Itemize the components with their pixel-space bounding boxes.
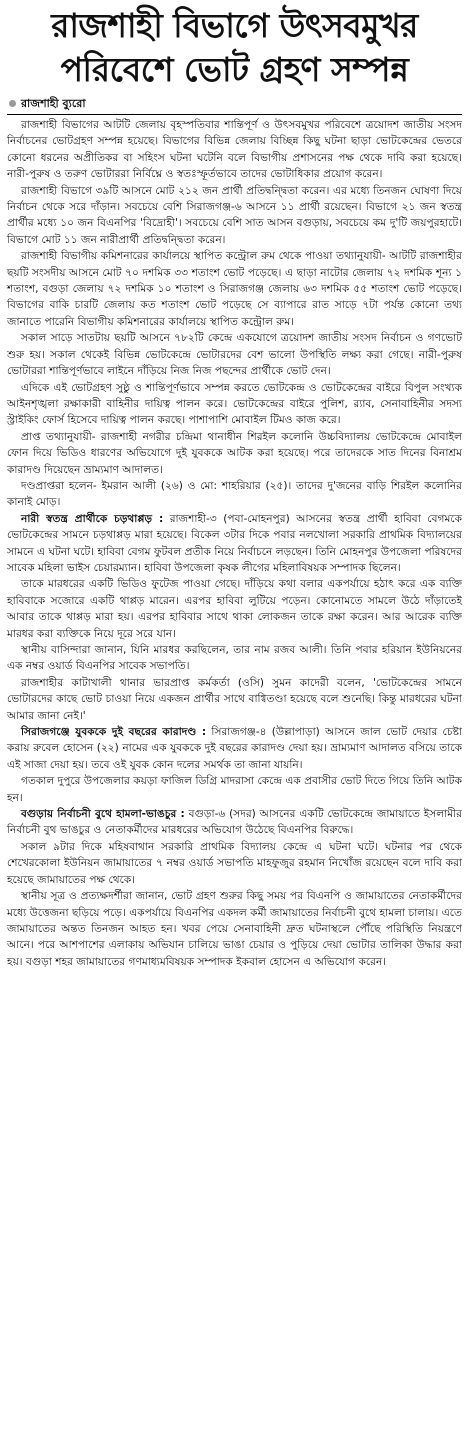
section-text: সিরাজগঞ্জ-৪ (উল্লাপাড়া) আসনে জাল ভোট দেয়ার চেষ্টা করায় রুবেল হোসেন (২২) নামের এক যুবককে দুই বছরের কারাদণ্ড দেয়া হয়। ভ্রাম্যমাণ আদালত বসিয়ে তাকে এই সাজা দেয়া হয়। তবে ওই যুবক কোন দলের সমর্থক তা জানা যায়নি। [7, 726, 462, 771]
byline [9, 96, 462, 111]
subheading-female-candidate-slapped: নারী স্বতন্ত্র প্রার্থীকে চড়থাপ্পড় : [21, 512, 164, 525]
headline [7, 4, 462, 92]
paragraph: সকাল সাড়ে সাতটায় ছয়টি আসনে ৭৮২টি কেন্দ্রে একযোগে ত্রয়োদশ জাতীয় সংসদ নির্বাচন ও গণভোট শুরু হয়। সকাল থেকেই বিভিন্ন ভোটকেন্দ্রে ভোটারদের বেশ ভালো উপস্থিতি লক্ষ্য করা গেছে। নারী-পুরুষ ভোটাররা শান্তিপূর্ণভাবে লাইনে দাঁড়িয়ে নিজ নিজ পছন্দের প্রার্থীকে ভোট দেন। [7, 332, 462, 378]
paragraph: স্থানীয় সূত্র ও প্রত্যক্ষদর্শীরা জানান, ভোট গ্রহণ শুরুর কিছু সময় পর বিএনপি ও জামায়াতের নেতাকর্মীদের মধ্যে উত্তেজনা ছড়িয়ে পড়ে। একপর্যায়ে বিএনপির একদল কর্মী জামায়াতের নির্বাচনী বুথে হামলা চালায়। এতে জামায়াতের অন্তত তিনজন আহত হন। খবর পেয়ে সেনাবাহিনী দ্রুত ঘটনাস্থলে পৌঁছে পরিস্থিতি নিয়ন্ত্রণে আনে। পরে আশপাশের এলাকায় অভিযান চালিয়ে ভাঙা চেয়ার ও পুড়িয়ে দেয়া ভোটার তালিকা উদ্ধার করা হয়। বগুড়া শহর জামায়াতের গণমাধ্যমবিষয়ক সম্পাদক ইকবাল হোসেন এ অভিযোগ করেন। [7, 890, 462, 968]
paragraph: রাজশাহীর কাটাখালী থানার ভারপ্রাপ্ত কর্মকর্তা (ওসি) সুমন কাদেরী বলেন, 'ভোটকেন্দ্রের সামনে ভোটারদের কাছে ভোট চাওয়া নিয়ে একজন প্রার্থীর সাথে বাগ্বিতণ্ডা হয়েছে বলে শুনেছি। কিন্তু মারধরের ঘটনা আমার জানা নেই।' [7, 676, 462, 722]
paragraph: দণ্ডপ্রাপ্তরা হলেন- ইমরান আলী (২৬) ও মো: শাহরিয়ার (২৫)। তাদের দু'জনের বাড়ি শিরইল কলোনির কানাই মোড়। [7, 479, 462, 509]
bullet-icon [9, 100, 16, 107]
section-paragraph [7, 724, 462, 773]
paragraph: তাকে মারধরের একটি ভিডিও ফুটেজ পাওয়া গেছে। দাঁড়িয়ে কথা বলার একপর্যায়ে হঠাৎ করে এক ব্যক্তি হাবিবাকে সজোরে একটি থাপ্পড় মারেন। এরপর হাবিবা লুটিয়ে পড়েন। কোনোমতে সামলে উঠে দাঁড়াতেই আবার তাকে থাপ্পড় মারা হয়। এরপর হাবিবার সাথে থাকা লোকজন তাকে রক্ষা করেন। আর আরেক ব্যক্তি মারধর করা ব্যক্তিকে নিয়ে দূরে সরে যান। [7, 578, 462, 640]
paragraph: রাজশাহী বিভাগীয় কমিশনারের কার্যালয়ে স্থাপিত কন্ট্রোল রুম থেকে পাওয়া তথ্যানুযায়ী- আটটি রাজশাহীর ছয়টি সংসদীয় আসনে মোট ৭০ দশমিক ৩৩ শতাংশ ভোট পড়েছে। এ ছাড়া নাটোর জেলায় ৭২ দশমিক শূন্য ১ শতাংশ, বগুড়া জেলায় ৭২ দশমিক ১০ শতাংশ ও সিরাজগঞ্জ জেলায় ৬৩ দশমিক ৫৫ শতাংশ ভোট পড়েছে। বিভাগের বাকি চারটি জেলায় কত শতাংশ ভোট পড়েছে সে ব্যাপারে রাত সাড়ে ৭টা পর্যন্ত কোনো তথ্য জানাতে পারেনি বিভাগীয় কমিশনারের কার্যালয়ে স্থাপিত কন্ট্রোল রুম। [7, 250, 462, 328]
paragraph: রাজশাহী বিভাগের আটটি জেলায় বৃহস্পতিবার শান্তিপূর্ণ ও উৎসবমুখর পরিবেশে ত্রয়োদশ জাতীয় সংসদ নির্বাচনের ভোটগ্রহণ সম্পন্ন হয়েছে। বিভাগের বিভিন্ন জেলায় বিচ্ছিন্ন কিছু ঘটনা ছাড়া ভোটকেন্দ্রের ভেতরে কোনো ধরনের অপ্রীতিকর বা সহিংস ঘটনা ঘটেনি বলে বিভাগীয় প্রশাসনের পক্ষ থেকে দাবি করা হয়েছে। নারী-পুরুষ ও তরুণ ভোটাররা নির্বিঘ্নে ও স্বতঃস্ফূর্তভাবে তাদের ভোটাধিকার প্রয়োগ করেন। [7, 119, 462, 181]
article-body [7, 117, 462, 970]
paragraph: প্রাপ্ত তথ্যানুযায়ী- রাজশাহী নগরীর চন্দ্রিমা থানাধীন শিরইল কলোনি উচ্চবিদ্যালয় ভোটকেন্দ্রে মোবাইল ফোন দিয়ে ভিডিও ধারণের অভিযোগে দুই যুবককে আটক করা হয়েছে। পরে তাদেরকে সাত দিনের বিনাশ্রম কারাদণ্ড দিয়েছেন ভ্রাম্যমাণ আদালত। [7, 430, 462, 476]
paragraph: সকাল ৯টার দিকে মহিষবাথান সরকারি প্রাথমিক বিদ্যালয় কেন্দ্রে এ ঘটনা ঘটে। ঘটনার পর থেকে শেখেরকোলা ইউনিয়ন জামায়াতের ৭ নম্বর ওয়ার্ড সভাপতি মাহফুজুর রহমান নিখোঁজ রয়েছেন বলে দাবি করা হয়েছে জামায়াতের পক্ষ থেকে। [7, 840, 462, 886]
paragraph: স্থানীয় বাসিন্দারা জানান, যিনি মারধর করছিলেন, তার নাম রজব আলী। তিনি পবার হরিয়ান ইউনিয়নের এক নম্বর ওয়ার্ড বিএনপির সাবেক সভাপতি। [7, 644, 462, 673]
paragraph: রাজশাহী বিভাগে ৩৯টি আসনে মোট ২১২ জন প্রার্থী প্রতিদ্বন্দ্বিতা করেন। এর মধ্যে তিনজন ঘোষণা দিয়ে নির্বাচন থেকে সরে দাঁড়ান। সবচেয়ে বেশি সিরাজগঞ্জ-৬ আসনে ১১ প্রার্থী রয়েছেন। বিভাগে ২১ জন স্বতন্ত্র প্রার্থীর মধ্যে ১০ জন বিএনপির 'বিদ্রোহী'। সবচেয়ে বেশি সাত আসন বগুড়ায়, সবচেয়ে কম দু'টি জয়পুরহাটে। বিভাগে মোট ১১ জন নারীপ্রার্থী প্রতিদ্বন্দ্বিতা করেন। [7, 184, 462, 246]
divider [7, 114, 462, 115]
section-paragraph [7, 511, 462, 577]
headline-line-1: রাজশাহী বিভাগে উৎসবমুখর [51, 6, 418, 45]
paragraph: এদিকে এই ভোটগ্রহণ সুষ্ঠু ও শান্তিপূর্ণভাবে সম্পন্ন করতে ভোটকেন্দ্র ও ভোটকেন্দ্রের বাইরে বিপুল সংখ্যক আইনশৃঙ্খলা রক্ষাকারী বাহিনীর দায়িত্ব পালন করে। ভোটকেন্দ্রের বাইরে পুলিশ, র‍্যাব, সেনাবাহিনীর সদস্য স্ট্রাইকিং ফোর্স হিসেবে দায়িত্ব পালন করছে। পাশাপাশি মোবাইল টিমও কাজ করে। [7, 381, 462, 427]
paragraph: গতকাল দুপুরে উপজেলার কয়ড়া ফাজিল ডিগ্রি মাদরাসা কেন্দ্রে এক প্রবাসীর ভোট দিতে গিয়ে তিনি আটক হন। [7, 775, 462, 804]
section-paragraph [7, 806, 462, 839]
section-text: বগুড়া-৬ (সদর) আসনের একটি ভোটকেন্দ্রে জামায়াতে ইসলামীর নির্বাচনী বুথ ভাঙচুর ও নেতাকর্মীদের মারধরের অভিযোগ উঠেছে বিএনপির বিরুদ্ধে। [7, 808, 462, 837]
subheading-bogura-booth-attack: বগুড়ায় নির্বাচনী বুথে হামলা-ভাঙচুর : [21, 808, 185, 821]
byline-text: রাজশাহী ব্যুরো [21, 97, 86, 110]
subheading-sirajganj-sentence: সিরাজগঞ্জে যুবককে দুই বছরের কারাদণ্ড : [21, 726, 207, 739]
headline-line-2: পরিবেশে ভোট গ্রহণ সম্পন্ন [60, 50, 409, 89]
section-text: রাজশাহী-৩ (পবা-মোহনপুর) আসনের স্বতন্ত্র প্রার্থী হাবিবা বেগমকে ভোটকেন্দ্রের সামনে চড়থাপ্পড় মারা হয়েছে। বিকেল ৩টার দিকে পবার নলখোলা সরকারি প্রাথমিক বিদ্যালয়ের সামনে এ ঘটনা ঘটে। হাবিবা বেগম ফুটবল প্রতীক নিয়ে নির্বাচনে লড়ছেন। তিনি মোহনপুর উপজেলা পরিষদের সাবেক মহিলা ভাইস চেয়ারম্যান। হাবিবা উপজেলা কৃষক লীগের মহিলাবিষয়ক সম্পাদক ছিলেন। [7, 512, 462, 574]
